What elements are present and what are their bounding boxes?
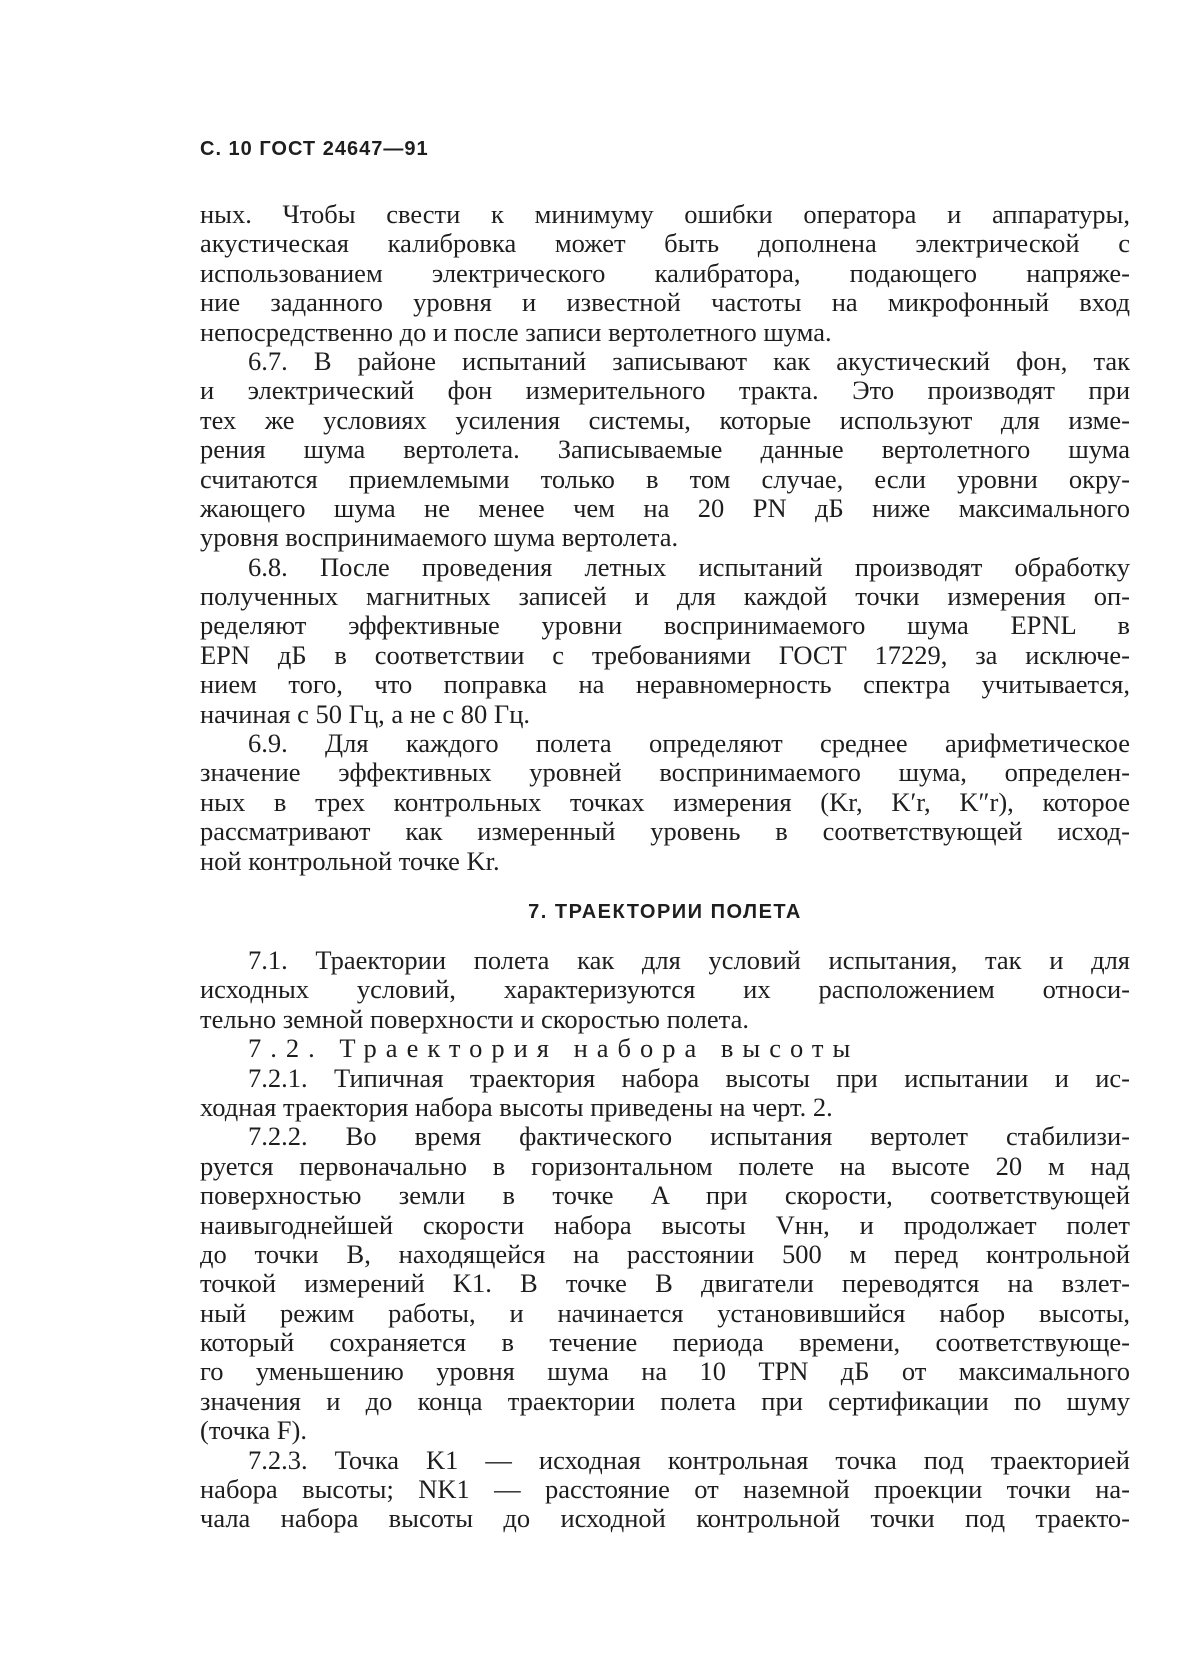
text-line: уровня воспринимаемого шума вертолета. [200,522,679,553]
text-line: использованием электрического калибратора, подающего напряже- [200,257,1130,288]
text-line: поверхностью земли в точке A при скорости, соответствующей [200,1180,1130,1211]
section-heading: 7. ТРАЕКТОРИИ ПОЛЕТА [528,900,802,923]
text-line: точкой измерений K1. В точке B двигатели переводятся на взлет- [200,1268,1130,1299]
text-line: непосредственно до и после записи вертолетного шума. [200,316,832,347]
text-line: акустическая калибровка может быть дополнена электрической с [200,228,1130,259]
paragraph-7-2-2-line: 7.2.2. Во время фактического испытания вертолет стабилизи- [248,1121,1130,1152]
paragraph-7-2-3-line: 7.2.3. Точка K1 — исходная контрольная точка под траекторией [248,1444,1130,1475]
subsection-heading: 7.2. Траектория набора высоты [248,1033,860,1064]
text-line: жающего шума не менее чем на 20 PN дБ ниже максимального [200,492,1130,523]
text-line: ных. Чтобы свести к минимуму ошибки оператора и аппаратуры, [200,199,1130,229]
text-line: и электрический фон измерительного тракта. Это производят при [200,375,1130,406]
text-line: наивыгоднейшей скорости набора высоты Vнн, и продолжает полет [200,1209,1130,1240]
running-head: С. 10 ГОСТ 24647—91 [200,138,429,160]
text-line: EPN дБ в соответствии с требованиями ГОСТ 17229, за исключе- [200,639,1130,670]
text-line: значение эффективных уровней воспринимаемого шума, определен- [200,757,1130,788]
paragraph-6-7-line: 6.7. В районе испытаний записывают как акустический фон, так [248,345,1130,376]
text-line: руется первоначально в горизонтальном полете на высоте 20 м над [200,1150,1130,1181]
body-text [200,200,1130,1534]
text-line: рения шума вертолета. Записываемые данные вертолетного шума [200,434,1130,465]
text-line: ный режим работы, и начинается установившийся набор высоты, [200,1297,1130,1328]
text-line: начиная с 50 Гц, а не с 80 Гц. [200,698,531,729]
text-line: чала набора высоты до исходной контрольной точки под траекто- [200,1503,1130,1534]
paragraph-7-2-1-line: 7.2.1. Типичная траектория набора высоты при испытании и ис- [248,1062,1130,1093]
text-line: (точка F). [200,1415,307,1446]
text-line: до точки B, находящейся на расстоянии 500 м перед контрольной [200,1238,1130,1269]
text-line: тельно земной поверхности и скоростью полета. [200,1003,749,1034]
text-line: нием того, что поправка на неравномерность спектра учитывается, [200,669,1130,700]
text-line: считаются приемлемыми только в том случае, если уровни окру- [200,463,1130,494]
text-line: тех же условиях усиления системы, которые используют для изме- [200,404,1130,435]
text-line: ной контрольной точке Kr. [200,845,500,876]
text-line: набора высоты; NK1 — расстояние от наземной проекции точки на- [200,1474,1130,1505]
text-line: ределяют эффективные уровни воспринимаемого шума EPNL в [200,610,1130,641]
text-line: рассматривают как измеренный уровень в соответствующей исход- [200,816,1130,847]
text-line: ние заданного уровня и известной частоты на микрофонный вход [200,287,1130,318]
paragraph-7-1-line: 7.1. Траектории полета как для условий испытания, так и для [248,944,1130,975]
text-line: который сохраняется в течение периода времени, соответствующе- [200,1327,1130,1358]
paragraph-6-9-line: 6.9. Для каждого полета определяют среднее арифметическое [248,728,1130,759]
text-line: полученных магнитных записей и для каждой точки измерения оп- [200,581,1130,612]
paragraph-6-8-line: 6.8. После проведения летных испытаний производят обработку [248,551,1130,582]
text-line: го уменьшению уровня шума на 10 TPN дБ от максимального [200,1356,1130,1387]
text-line: ходная траектория набора высоты приведены на черт. 2. [200,1091,833,1122]
text-line: ных в трех контрольных точках измерения (Kr, K′r, K″r), которое [200,786,1130,817]
text-line: значения и до конца траектории полета при сертификации по шуму [200,1385,1130,1416]
text-line: исходных условий, характеризуются их расположением относи- [200,974,1130,1005]
